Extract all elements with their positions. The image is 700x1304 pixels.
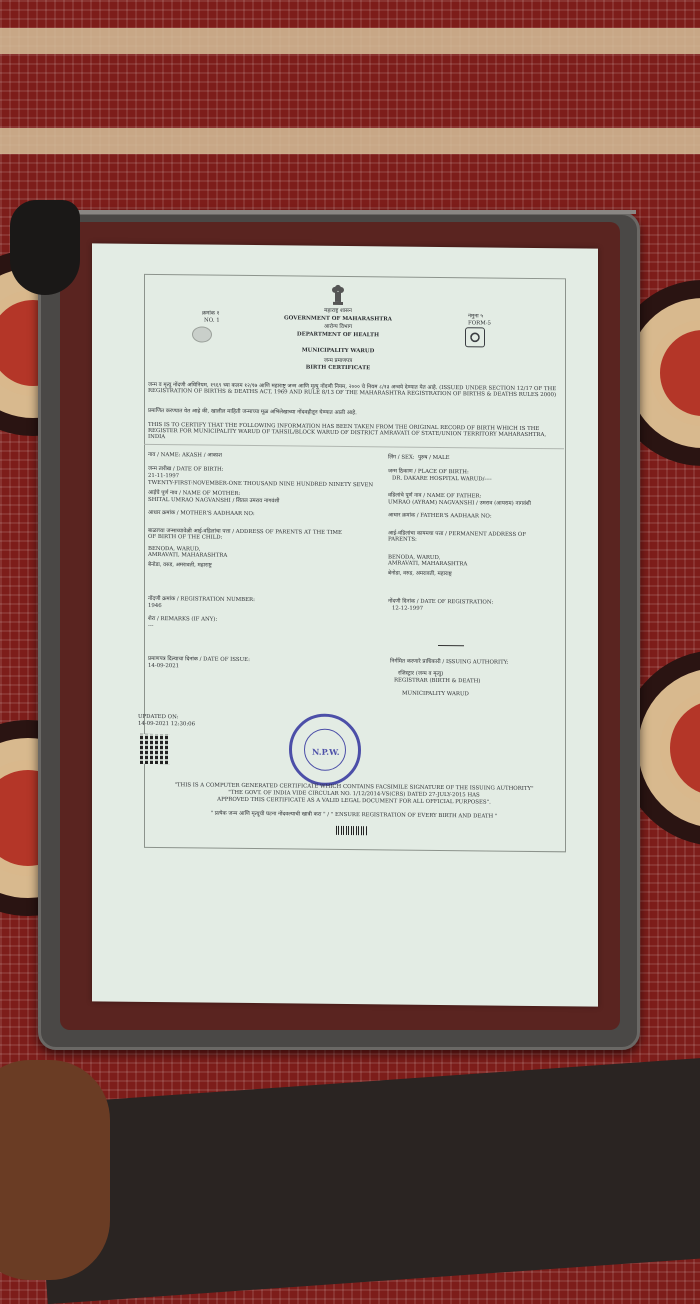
person-arm — [0, 1060, 110, 1280]
registrar-signature — [438, 631, 464, 646]
left-number: NO. 1 — [204, 317, 220, 324]
mother-label: आईचे पूर्ण नाव / NAME OF MOTHER: — [148, 489, 241, 497]
header-marathi: महाराष्ट्र शासन — [324, 307, 352, 315]
name-label: नाव / NAME: — [148, 451, 181, 459]
footer-line-1: "THIS IS A COMPUTER GENERATED CERTIFICATE WHICH CONTAINS FACSIMILE SIGNATURE OF THE ISSUING AUTHORITY" — [174, 782, 534, 792]
dob-words: TWENTY-FIRST-NOVEMBER-ONE THOUSAND NINE HUNDRED NINETY SEVEN — [148, 479, 374, 489]
address-perm-value: BENODA, WARUD, AMRAVATI, MAHARASHTRA — [388, 554, 468, 568]
official-seal — [289, 713, 361, 786]
footer-line-3: APPROVED THIS CERTIFICATE AS A VALID LEGAL DOCUMENT FOR ALL OFFICIAL PURPOSES". — [217, 796, 491, 806]
remarks-value: --- — [148, 622, 154, 629]
issue-date-label: प्रमाणपत्र दिल्याचा दिनांक / DATE OF ISSUE: — [148, 655, 250, 664]
form-number: FORM-5 — [468, 320, 491, 327]
father-label: वडिलांचे पूर्ण नाव / NAME OF FATHER: — [388, 492, 482, 500]
address-perm-marathi: बेनोडा, वरुड, अमरावती, महाराष्ट्र — [388, 570, 452, 578]
mother-aadhaar-label: आधार क्रमांक / MOTHER'S AADHAAR NO: — [148, 509, 255, 518]
form-number-marathi: नमुना ५ — [468, 313, 484, 320]
address-birth-value: BENODA, WARUD, AMRAVATI, MAHARASHTRA — [148, 545, 228, 559]
folder-zipper — [36, 210, 636, 214]
sex-value: पुरुष / MALE — [418, 454, 450, 462]
father-aadhaar-label: आधार क्रमांक / FATHER'S AADHAAR NO: — [388, 512, 492, 520]
zipper-pull — [10, 200, 80, 295]
address-perm-label: आई-वडिलांचा कायमचा पत्ता / PERMANENT ADDRESS OF PARENTS: — [388, 530, 527, 543]
carpet-band — [0, 128, 700, 154]
header-dept-marathi: आरोग्य विभाग — [323, 323, 353, 331]
reg-date-label: नोंदणी दिनांक / DATE OF REGISTRATION: — [388, 598, 494, 606]
recycle-form-icon — [465, 327, 485, 347]
header-govt: GOVERNMENT OF MAHARASHTRA — [284, 315, 392, 323]
pob-label: जन्म ठिकाण / PLACE OF BIRTH: — [388, 468, 469, 476]
dark-cloth — [34, 1056, 700, 1304]
state-emblem-icon — [331, 284, 345, 306]
issue-date-value: 14-09-2021 — [148, 662, 180, 670]
municipality-name: MUNICIPALITY WARUD — [301, 347, 375, 355]
authority-label: निर्गमित करणारे प्राधिकारी / ISSUING AUTHORITY: — [390, 658, 509, 666]
certify-text: THIS IS TO CERTIFY THAT THE FOLLOWING INFORMATION HAS BEEN TAKEN FROM THE ORIGINAL RECORD OF BIRTH WHICH IS THE REGISTER FOR MUNICIPALITY WARUD OF TAHSIL/BLOCK WARUD OF DISTRICT AMRAVATI OF STATE/UNION TERRITORY MAHARASHTRA, INDIA — [148, 421, 547, 441]
father-value: UMRAO (AYRAM) NAGVANSHI / उमराव (आयराम) नागवंशी — [388, 499, 531, 507]
updated-value: 14-09-2021 12:30:06 — [138, 720, 196, 728]
address-birth-label: बाळाच्या जन्माच्यावेळी आई-वडिलांचा पत्ता / ADDRESS OF PARENTS AT THE TIME OF BIRTH OF THE CHILD: — [148, 527, 342, 541]
left-number-marathi: क्रमांक १ — [202, 310, 220, 317]
birth-certificate — [92, 243, 598, 1006]
certificate-title: BIRTH CERTIFICATE — [305, 364, 371, 372]
pob-value: DR. DAKARE HOSPITAL WARUD/---- — [392, 475, 492, 483]
name-value: AKASH / आकाश — [182, 452, 222, 459]
authority-municipality: MUNICIPALITY WARUD — [402, 690, 469, 698]
registrar: REGISTRAR (BIRTH & DEATH) — [394, 677, 481, 685]
sex-label: लिंग / SEX: — [388, 454, 415, 461]
reg-date-value: 12-12-1997 — [392, 605, 424, 612]
health-dept-logo — [192, 326, 212, 342]
remarks-label: शेरा / REMARKS (IF ANY): — [148, 615, 218, 623]
header-dept: DEPARTMENT OF HEALTH — [296, 331, 380, 339]
certify-marathi: प्रमाणित करण्यात येत आहे की, खालील माहिती जन्माच्या मूळ अभिलेखाच्या नोंदवहीतून घेण्यात आली आहे. — [148, 407, 357, 417]
reg-no-label: नोंदणी क्रमांक / REGISTRATION NUMBER: — [148, 595, 255, 604]
carpet-band — [0, 28, 700, 54]
registrar-marathi: रजिस्ट्रार (जन्म व मृत्यु) — [398, 670, 444, 678]
title-marathi: जन्म प्रमाणपत्र — [323, 357, 353, 365]
address-birth-marathi: बेनोडा, वरुड, अमरावती, महाराष्ट्र — [148, 561, 212, 569]
mother-value: SHITAL UMRAO NAGVANSHI / शितल उमराव नागवंशी — [148, 496, 280, 505]
footer-line-4: " प्रत्येक जन्म आणि मृत्यूची घटना नोंदवल्याची खात्री करा " / " ENSURE REGISTRATION OF EVERY BIRTH AND DEATH " — [210, 810, 498, 820]
reg-no-value: 1946 — [148, 602, 162, 610]
qr-code — [140, 734, 170, 764]
seal-text: N.P.W. — [312, 746, 340, 757]
footer-line-2: "THE GOVT. OF INDIA VIDE CIRCULAR NO. 1/12/2014-VS(CRS) DATED 27-JULY-2015 HAS — [228, 789, 480, 799]
dob-label: जन्म तारीख / DATE OF BIRTH: — [148, 465, 224, 473]
updated-label: UPDATED ON: — [138, 713, 179, 721]
dob-value: 21-11-1997 — [148, 472, 180, 480]
barcode — [336, 826, 368, 835]
issued-under-text: जन्म व मृत्यु नोंदणी अधिनियम, १९६९ च्या कलम १२/१७ आणि महाराष्ट्र जन्म आणि मृत्यु नोंदणी नियम, २००० चे नियम ८/१३ अन्वये देण्यात येत आहे. (ISSUED UNDER SECTION 12/17 OF THE REGISTRATION OF BIRTHS & DEATHS ACT, 1969 AND RULE 8/13 OF THE MAHARASHTRA REGISTRATION OF BIRTHS & DEATHS RULES 2000) — [148, 381, 557, 399]
